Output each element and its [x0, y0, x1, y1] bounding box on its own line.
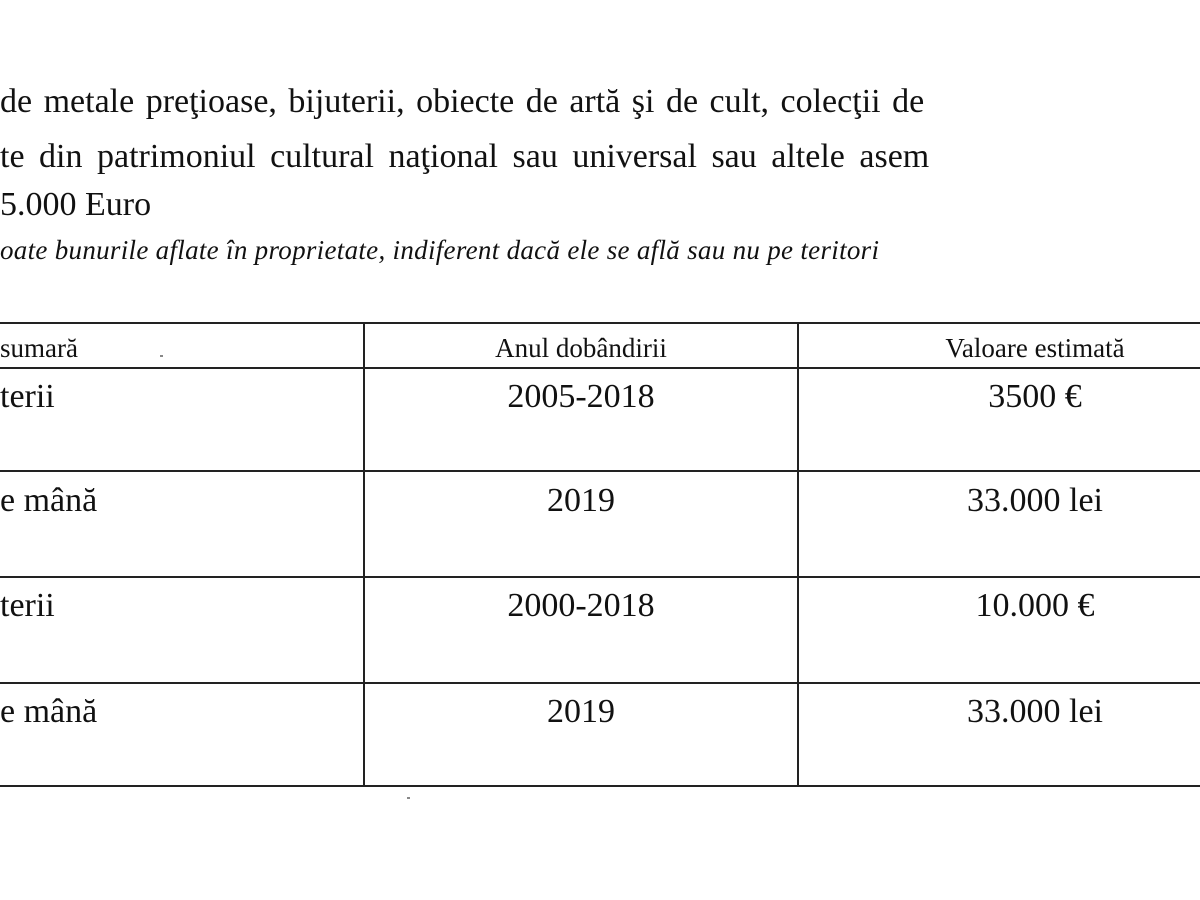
- scan-speck: [160, 355, 163, 357]
- row-4-value: 33.000 lei: [967, 693, 1103, 730]
- header-value: Valoare estimată: [945, 333, 1125, 363]
- italic-note: oate bunurile aflate în proprietate, indiferent dacă ele se află sau nu pe teritori: [0, 235, 880, 265]
- header-description: sumară: [0, 333, 78, 363]
- row-1-description: terii: [0, 378, 55, 415]
- header-year: Anul dobândirii: [495, 333, 667, 363]
- paragraph-line-1: de metale preţioase, bijuterii, obiecte de artă şi de cult, colecţii de: [0, 83, 925, 120]
- row-3-description: terii: [0, 587, 55, 624]
- table-rule-row-1: [0, 470, 1200, 472]
- table-rule-header: [0, 367, 1200, 369]
- row-3-value: 10.000 €: [975, 587, 1095, 624]
- paragraph-line-2: te din patrimoniul cultural naţional sau universal sau altele asem: [0, 138, 930, 175]
- table-rule-row-3: [0, 682, 1200, 684]
- paragraph-line-3: 5.000 Euro: [0, 186, 152, 223]
- row-2-year: 2019: [547, 482, 615, 519]
- table-rule-bottom: [0, 785, 1200, 787]
- row-1-value: 3500 €: [988, 378, 1082, 415]
- row-1-year: 2005-2018: [507, 378, 655, 415]
- row-2-value: 33.000 lei: [967, 482, 1103, 519]
- row-4-year: 2019: [547, 693, 615, 730]
- scan-speck: [407, 797, 410, 799]
- row-4-description: e mână: [0, 693, 98, 730]
- table-rule-top: [0, 322, 1200, 324]
- table-rule-row-2: [0, 576, 1200, 578]
- row-2-description: e mână: [0, 482, 98, 519]
- row-3-year: 2000-2018: [507, 587, 655, 624]
